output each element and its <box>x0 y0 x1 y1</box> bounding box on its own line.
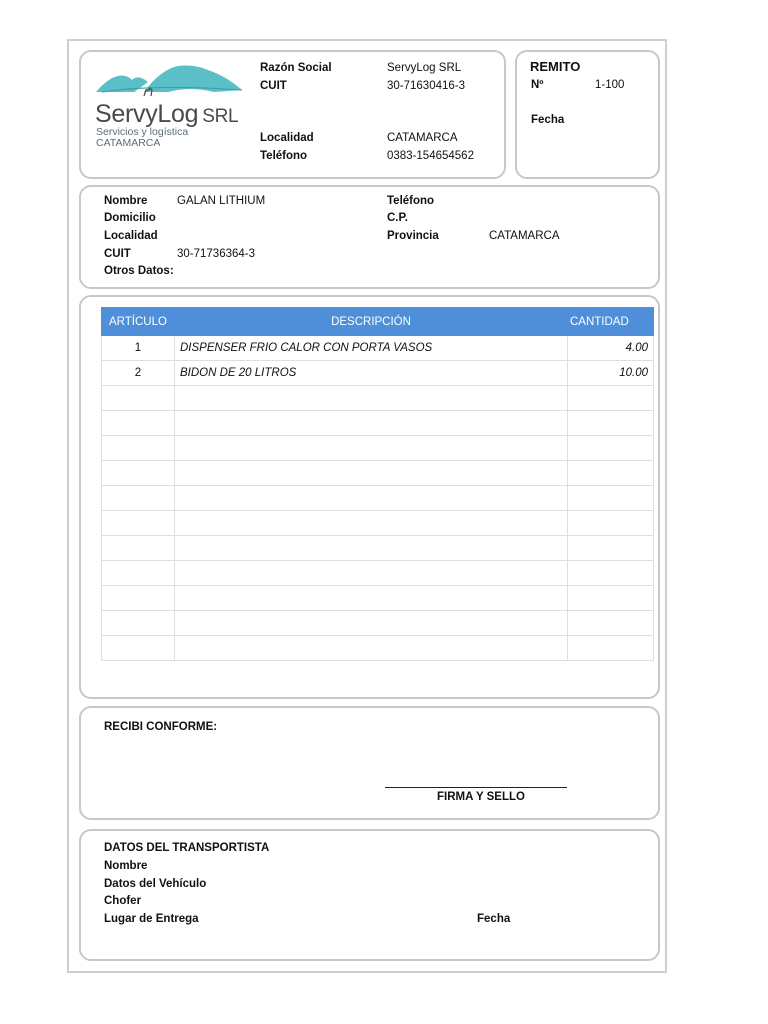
table-row-empty <box>102 511 654 536</box>
client-nombre-label: Nombre <box>104 195 148 207</box>
signature-line <box>385 787 567 788</box>
client-localidad-label: Localidad <box>104 230 158 242</box>
logo-subtitle-1: Servicios y logística <box>96 126 189 138</box>
transport-title: DATOS DEL TRANSPORTISTA <box>104 842 270 854</box>
row-descripcion: DISPENSER FRIO CALOR CON PORTA VASOS <box>175 336 568 361</box>
row-articulo: 2 <box>102 361 175 386</box>
logo-subtitle-2: CATAMARCA <box>96 137 161 149</box>
table-row-empty <box>102 536 654 561</box>
company-localidad-value: CATAMARCA <box>387 132 458 144</box>
client-provincia-label: Provincia <box>387 230 439 242</box>
table-header-row <box>102 308 654 336</box>
logo-name: ServyLog <box>95 100 199 128</box>
table-row <box>102 361 654 386</box>
row-articulo: 1 <box>102 336 175 361</box>
remito-fecha-label: Fecha <box>531 114 565 126</box>
client-telefono-label: Teléfono <box>387 195 435 207</box>
transport-fecha-label: Fecha <box>477 913 511 925</box>
table-row <box>102 336 654 361</box>
razon-social-value: ServyLog SRL <box>387 62 462 74</box>
company-cuit-value: 30-71630416-3 <box>387 80 466 92</box>
table-row-empty <box>102 561 654 586</box>
row-descripcion: BIDON DE 20 LITROS <box>175 361 568 386</box>
company-telefono-label: Teléfono <box>260 150 308 162</box>
table-row-empty <box>102 386 654 411</box>
table-row-empty <box>102 611 654 636</box>
table-row-empty <box>102 411 654 436</box>
row-cantidad: 4.00 <box>568 336 654 361</box>
header-cantidad: CANTIDAD <box>568 308 654 336</box>
client-domicilio-label: Domicilio <box>104 212 156 224</box>
firma-label: FIRMA Y SELLO <box>437 791 525 803</box>
client-provincia-value: CATAMARCA <box>489 230 560 242</box>
logo-suffix: SRL <box>202 106 239 127</box>
transport-vehiculo-label: Datos del Vehículo <box>104 878 207 890</box>
razon-social-label: Razón Social <box>260 62 332 74</box>
table-row-empty <box>102 586 654 611</box>
remito-numero-value: 1-100 <box>595 79 625 91</box>
table-row-empty <box>102 436 654 461</box>
transport-chofer-label: Chofer <box>104 895 142 907</box>
logo-wordmark <box>95 100 238 129</box>
company-telefono-value: 0383-154654562 <box>387 150 474 162</box>
header-articulo: ARTÍCULO <box>102 308 175 336</box>
client-cp-label: C.P. <box>387 212 408 224</box>
company-cuit-label: CUIT <box>260 80 287 92</box>
client-cuit-value: 30-71736364-3 <box>177 248 256 260</box>
row-cantidad: 10.00 <box>568 361 654 386</box>
company-localidad-label: Localidad <box>260 132 314 144</box>
items-table <box>101 307 654 661</box>
remito-title: REMITO <box>530 59 581 74</box>
header-descripcion: DESCRIPCIÓN <box>175 308 568 336</box>
table-row-empty <box>102 486 654 511</box>
client-otros-label: Otros Datos: <box>104 265 174 277</box>
client-nombre-value: GALAN LITHIUM <box>177 195 266 207</box>
transport-lugar-label: Lugar de Entrega <box>104 913 199 925</box>
recibi-label: RECIBI CONFORME: <box>104 721 218 733</box>
table-row-empty <box>102 636 654 661</box>
transport-nombre-label: Nombre <box>104 860 148 872</box>
table-row-empty <box>102 461 654 486</box>
client-cuit-label: CUIT <box>104 248 131 260</box>
remito-numero-label: Nº <box>531 79 544 91</box>
